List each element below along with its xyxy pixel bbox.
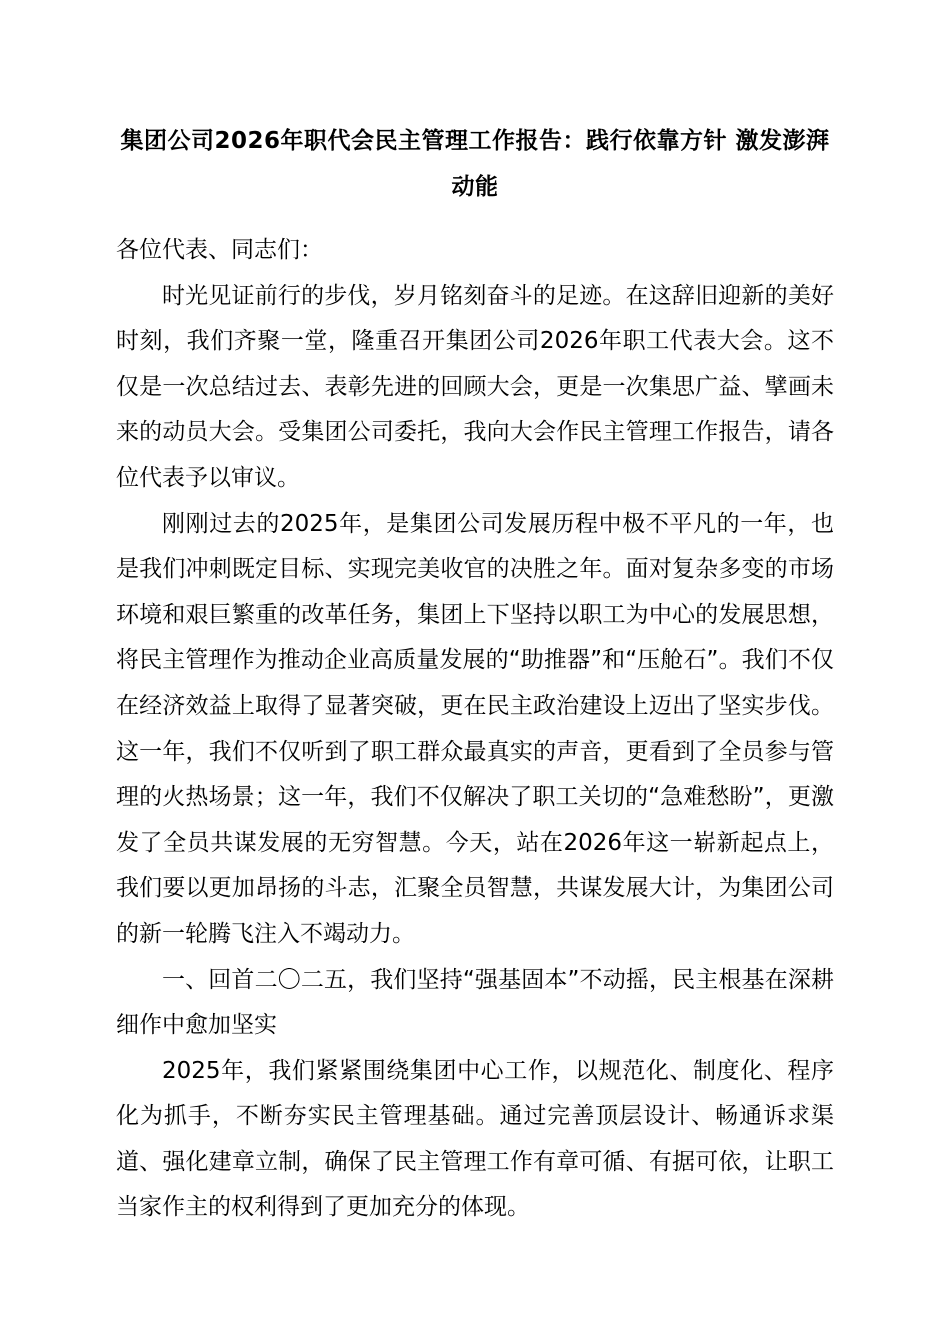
document-body bbox=[116, 228, 834, 1231]
paragraph-review-2025: 刚刚过去的2025年，是集团公司发展历程中极不平凡的一年，也是我们冲刺既定目标、实现完美收官的决胜之年。面对复杂多变的市场环境和艰巨繁重的改革任务，集团上下坚持以职工为中心的发展思想，将民主管理作为推动企业高质量发展的“助推器”和“压舱石”。我们不仅在经济效益上取得了显著突破，更在民主政治建设上迈出了坚实步伐。这一年，我们不仅听到了职工群众最真实的声音，更看到了全员参与管理的火热场景；这一年，我们不仅解决了职工关切的“急难愁盼”，更激发了全员共谋发展的无穷智慧。今天，站在2026年这一崭新起点上，我们要以更加昂扬的斗志，汇聚全员智慧，共谋发展大计，为集团公司的新一轮腾飞注入不竭动力。 bbox=[116, 510, 834, 947]
document-title: 集团公司2026年职代会民主管理工作报告：践行依靠方针 激发澎湃动能 bbox=[120, 128, 830, 200]
paragraph-opening: 时光见证前行的步伐，岁月铭刻奋斗的足迹。在这辞旧迎新的美好时刻，我们齐聚一堂，隆重召开集团公司2026年职工代表大会。这不仅是一次总结过去、表彰先进的回顾大会，更是一次集思广益、擘画未来的动员大会。受集团公司委托，我向大会作民主管理工作报告，请各位代表予以审议。 bbox=[116, 282, 834, 491]
section-heading-1: 一、回首二〇二五，我们坚持“强基固本”不动摇，民主根基在深耕细作中愈加坚实 bbox=[116, 966, 834, 1039]
paragraph-section-1: 2025年，我们紧紧围绕集团中心工作，以规范化、制度化、程序化为抓手，不断夯实民主管理基础。通过完善顶层设计、畅通诉求渠道、强化建章立制，确保了民主管理工作有章可循、有据可依，让职工当家作主的权利得到了更加充分的体现。 bbox=[116, 1057, 834, 1221]
salutation: 各位代表、同志们： bbox=[116, 237, 323, 263]
